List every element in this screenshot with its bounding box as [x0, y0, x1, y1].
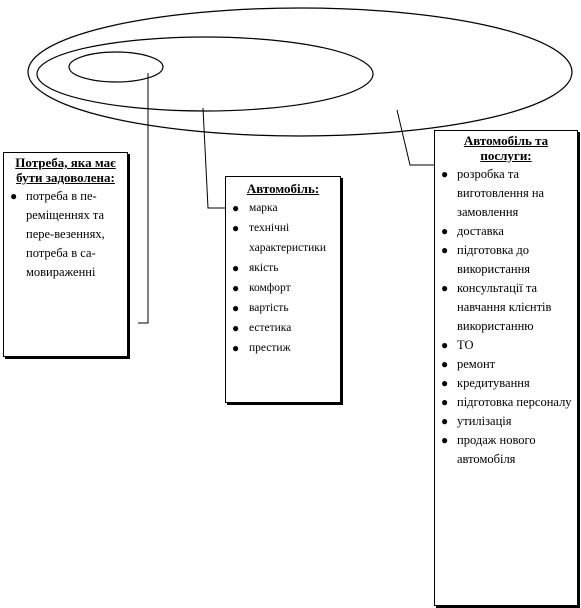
services-item-text: ремонт — [457, 357, 496, 371]
bullet-icon: ● — [441, 243, 449, 257]
services-list-item — [435, 336, 577, 355]
bullet-icon: ● — [441, 167, 449, 181]
car-box-title: Автомобіль: — [246, 181, 320, 196]
need-box-title: Потреба, яка має бути задоволена: — [15, 155, 116, 185]
connector-need — [138, 73, 148, 323]
car-item-text: вартість — [249, 302, 289, 314]
inner-ellipse — [69, 52, 163, 82]
bullet-icon: ● — [441, 224, 449, 238]
car-list-item — [226, 218, 340, 258]
car-list-item — [226, 318, 340, 338]
bullet-icon: ● — [441, 395, 449, 409]
services-list-item — [435, 412, 577, 431]
services-list — [435, 165, 577, 469]
bullet-icon: ● — [441, 414, 449, 428]
services-list-item — [435, 393, 577, 412]
services-list-item — [435, 431, 577, 469]
services-item-text: підготовка до використання — [457, 243, 531, 276]
services-item-text: продаж нового автомобіля — [457, 433, 536, 466]
car-item-text: естетика — [249, 322, 292, 334]
bullet-icon: ● — [232, 261, 240, 275]
services-box — [434, 130, 578, 606]
bullet-icon: ● — [232, 221, 240, 235]
bullet-icon: ● — [441, 338, 449, 352]
bullet-icon: ● — [232, 341, 240, 355]
car-item-text: якість — [249, 262, 279, 274]
bullet-icon: ● — [232, 201, 240, 215]
services-item-text: консультації та навчання клієнтів використанню — [457, 281, 552, 333]
need-box — [3, 152, 128, 357]
need-list-item — [4, 187, 127, 282]
services-item-text: утилізація — [457, 414, 512, 428]
bullet-icon: ● — [441, 433, 449, 447]
car-list-item — [226, 338, 340, 358]
bullet-icon: ● — [10, 189, 18, 203]
bullet-icon: ● — [232, 321, 240, 335]
middle-ellipse — [37, 37, 373, 111]
services-list-item — [435, 165, 577, 222]
services-item-text: ТО — [457, 338, 474, 352]
car-list — [226, 198, 340, 358]
car-list-item — [226, 198, 340, 218]
services-list-item — [435, 222, 577, 241]
need-item-text: потреба в пе-реміщеннях та пере-везеннях, потреба в са-мовираженні — [26, 189, 105, 279]
bullet-icon: ● — [232, 281, 240, 295]
car-item-text: марка — [249, 202, 278, 214]
car-list-item — [226, 278, 340, 298]
car-list-item — [226, 298, 340, 318]
connector-services — [397, 110, 434, 165]
outer-ellipse — [28, 8, 572, 136]
services-item-text: підготовка персоналу — [457, 395, 572, 409]
car-item-text: технічні характеристики — [249, 222, 327, 254]
car-item-text: комфорт — [249, 282, 291, 294]
services-item-text: кредитування — [457, 376, 530, 390]
bullet-icon: ● — [232, 301, 240, 315]
services-list-item — [435, 241, 577, 279]
connector-car — [203, 108, 225, 208]
bullet-icon: ● — [441, 376, 449, 390]
need-list — [4, 187, 127, 282]
services-box-title: Автомобіль та послуги: — [463, 133, 549, 163]
services-item-text: розробка та виготовлення на замовлення — [457, 167, 545, 219]
car-list-item — [226, 258, 340, 278]
car-box — [225, 176, 341, 403]
services-list-item — [435, 374, 577, 393]
bullet-icon: ● — [441, 281, 449, 295]
services-list-item — [435, 279, 577, 336]
services-item-text: доставка — [457, 224, 504, 238]
car-item-text: престиж — [249, 342, 291, 354]
bullet-icon: ● — [441, 357, 449, 371]
services-list-item — [435, 355, 577, 374]
